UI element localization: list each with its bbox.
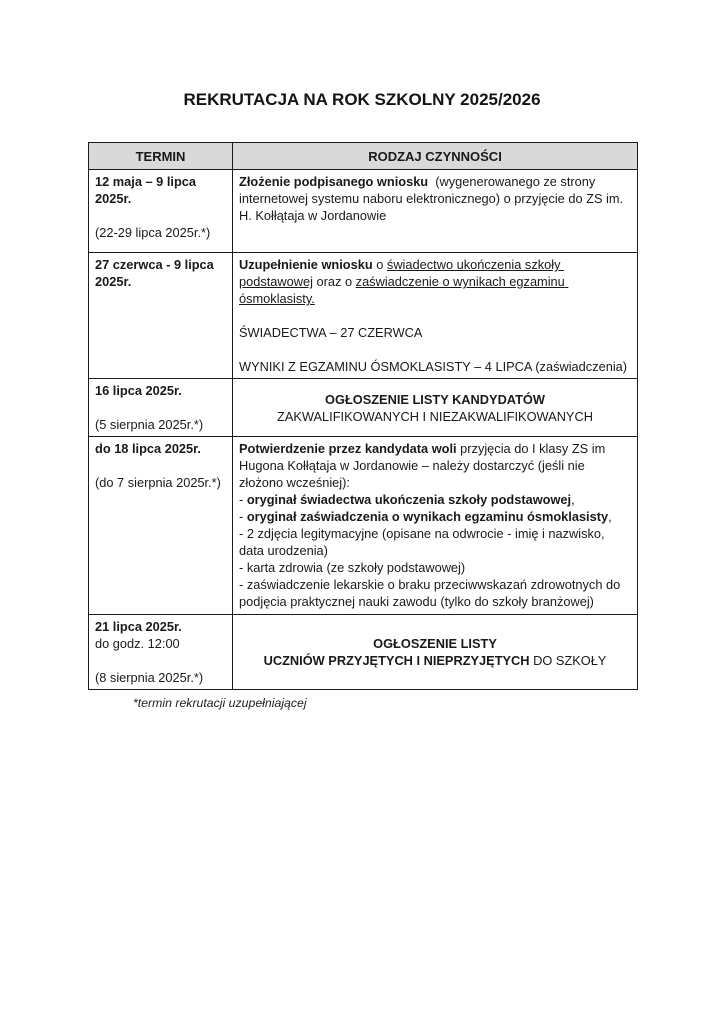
text-line — [239, 341, 631, 358]
text-run: WYNIKI Z EGZAMINU ÓSMOKLASISTY – 4 LIPCA (zaświadczenia) — [239, 359, 628, 374]
text-line — [95, 669, 226, 686]
text-line — [239, 491, 631, 508]
text-line — [95, 173, 226, 207]
text-run: , — [608, 509, 612, 524]
text-line — [239, 525, 631, 559]
text-run: - karta zdrowia (ze szkoły podstawowej) — [239, 560, 466, 575]
text-run: 21 lipca 2025r. — [95, 619, 182, 634]
table-row-lista-kandydatow — [89, 379, 638, 437]
text-line — [239, 635, 631, 652]
text-line — [239, 391, 631, 408]
text-run: - — [239, 492, 247, 507]
termin-cell — [89, 253, 233, 379]
termin-cell — [89, 615, 233, 690]
text-run: przyjęcia do I klasy ZS im Hugona Kołłątaja w Jordanowie – należy dostarczyć (jeśli nie złożono wcześniej): — [239, 441, 609, 490]
text-run: ZAKWALIFIKOWANYCH I NIEZAKWALIFIKOWANYCH — [277, 408, 593, 424]
activity-cell — [233, 615, 638, 690]
table-row-potwierdzenie-woli — [89, 437, 638, 615]
page-title: REKRUTACJA NA ROK SZKOLNY 2025/2026 — [183, 90, 541, 109]
text-line — [95, 416, 226, 433]
text-run: do godz. 12:00 — [95, 636, 180, 651]
text-run: ŚWIADECTWA – 27 CZERWCA — [239, 325, 423, 340]
text-run: 16 lipca 2025r. — [95, 383, 182, 398]
text-run: świadectwo ukończenia szkoły podstawowej — [239, 257, 565, 289]
termin-cell — [89, 170, 233, 253]
text-line — [95, 635, 226, 652]
text-run: oraz o — [312, 274, 356, 289]
text-run: Uzupełnienie wniosku — [239, 257, 373, 272]
text-run: Złożenie podpisanego wniosku — [239, 174, 429, 189]
text-run: (22-29 lipca 2025r.*) — [95, 225, 211, 240]
text-line — [95, 474, 226, 491]
text-run: OGŁOSZENIE LISTY KANDYDATÓW — [325, 391, 545, 407]
text-line — [239, 652, 631, 669]
text-line — [239, 256, 631, 307]
text-line — [239, 408, 631, 425]
text-line — [239, 559, 631, 576]
text-run: (do 7 sierpnia 2025r.*) — [95, 475, 221, 490]
activity-cell — [233, 379, 638, 437]
text-run: 27 czerwca - 9 lipca 2025r. — [95, 257, 218, 289]
text-run: do 18 lipca 2025r. — [95, 441, 201, 456]
text-run: zaświadczenie o wynikach egzaminu ósmoklasisty. — [239, 274, 569, 306]
text-line — [95, 382, 226, 399]
recruitment-schedule-table — [88, 142, 638, 690]
table-body — [89, 170, 638, 690]
text-line — [95, 652, 226, 669]
text-run: DO SZKOŁY — [529, 653, 607, 668]
text-line — [95, 618, 226, 635]
text-run: UCZNIÓW PRZYJĘTYCH I NIEPRZYJĘTYCH — [263, 653, 530, 668]
text-line — [95, 256, 226, 290]
activity-cell — [233, 170, 638, 253]
termin-cell — [89, 437, 233, 615]
text-line — [95, 399, 226, 416]
text-line — [95, 440, 226, 457]
termin-cell — [89, 379, 233, 437]
text-run: - — [239, 509, 247, 524]
text-run: 12 maja – 9 lipca 2025r. — [95, 174, 200, 206]
text-run: (5 sierpnia 2025r.*) — [95, 417, 204, 432]
text-run: (wygenerowanego ze strony internetowej systemu naboru elektronicznego) o przyjęcie do ZS im. H. Kołłątaja w Jordanowie — [239, 174, 627, 223]
text-line — [239, 173, 631, 224]
text-run: - zaświadczenie lekarskie o braku przeciwwskazań zdrowotnych do podjęcia praktycznej nauki zawodu (tylko do szkoły branżowej) — [239, 577, 624, 609]
text-line — [239, 440, 631, 491]
text-run: OGŁOSZENIE LISTY — [373, 636, 497, 651]
footnote: *termin rekrutacji uzupełniającej — [133, 696, 307, 710]
text-run: oryginał zaświadczenia o wynikach egzaminu ósmoklasisty — [246, 509, 609, 524]
table-row-uzupelnienie — [89, 253, 638, 379]
text-run: , — [571, 492, 575, 507]
table-row-lista-przyjetych — [89, 615, 638, 690]
text-line — [239, 576, 631, 610]
text-line — [95, 457, 226, 474]
text-line — [239, 358, 631, 375]
text-run: oryginał świadectwa ukończenia szkoły podstawowej — [246, 492, 572, 507]
text-line — [95, 207, 226, 224]
text-line — [239, 307, 631, 324]
text-line — [239, 508, 631, 525]
activity-cell — [233, 253, 638, 379]
text-run: Potwierdzenie przez kandydata woli — [239, 441, 457, 456]
table-row-wniosek — [89, 170, 638, 253]
text-run: (8 sierpnia 2025r.*) — [95, 670, 204, 685]
text-run: o — [372, 257, 387, 272]
text-line — [239, 324, 631, 341]
text-run: - 2 zdjęcia legitymacyjne (opisane na odwrocie - imię i nazwisko, data urodzenia) — [239, 526, 609, 558]
column-header-termin: TERMIN — [89, 143, 233, 170]
text-line — [95, 224, 226, 241]
column-header-rodzaj-czynnosci: RODZAJ CZYNNOŚCI — [233, 143, 638, 170]
activity-cell — [233, 437, 638, 615]
table-header-row — [89, 143, 638, 170]
